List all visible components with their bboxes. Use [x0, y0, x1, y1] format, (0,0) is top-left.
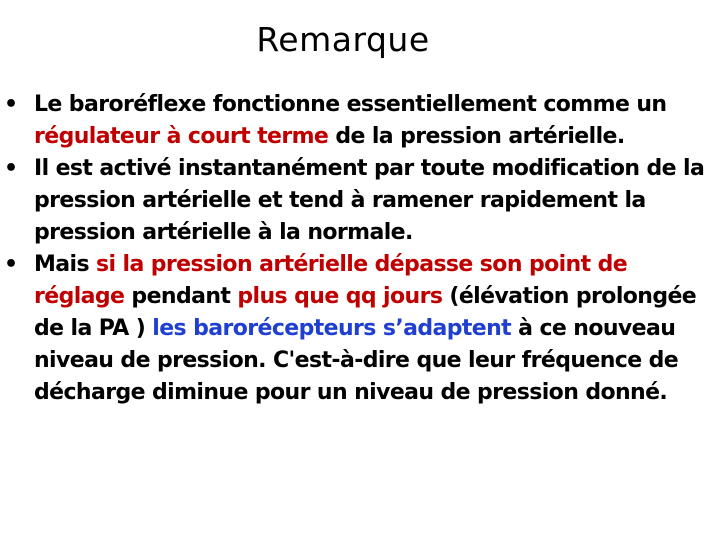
bullet-list — [0, 89, 712, 409]
slide-title: Remarque — [256, 20, 430, 59]
text-run: pendant — [124, 284, 238, 309]
highlight-text-red: plus que qq jours — [237, 284, 443, 309]
text-run: de la pression artérielle. — [328, 124, 625, 149]
highlight-text-red: régulateur à court terme — [34, 124, 329, 149]
highlight-text-blue: les barorécepteurs s’adaptent — [152, 316, 512, 341]
highlight-text-red: si la pression artérielle dépasse son point de réglage — [34, 252, 628, 309]
text-run: Il est activé instantanément par toute modification de la pression artérielle et tend à ramener rapidement la pression artérielle à la normale. — [34, 156, 705, 245]
bullet-item-baroreflex — [0, 89, 712, 153]
text-run: (élévation prolongée de la PA ) — [34, 284, 697, 341]
text-run: Mais — [34, 252, 97, 277]
bullet-item-activation — [0, 153, 712, 249]
text-run: à ce nouveau niveau de pression. C'est-à-dire que leur fréquence de décharge diminue pour un niveau de pression donné. — [34, 316, 679, 405]
bullet-item-adaptation — [0, 249, 712, 409]
text-run: Le baroréflexe fonctionne essentiellement comme un — [34, 92, 667, 117]
